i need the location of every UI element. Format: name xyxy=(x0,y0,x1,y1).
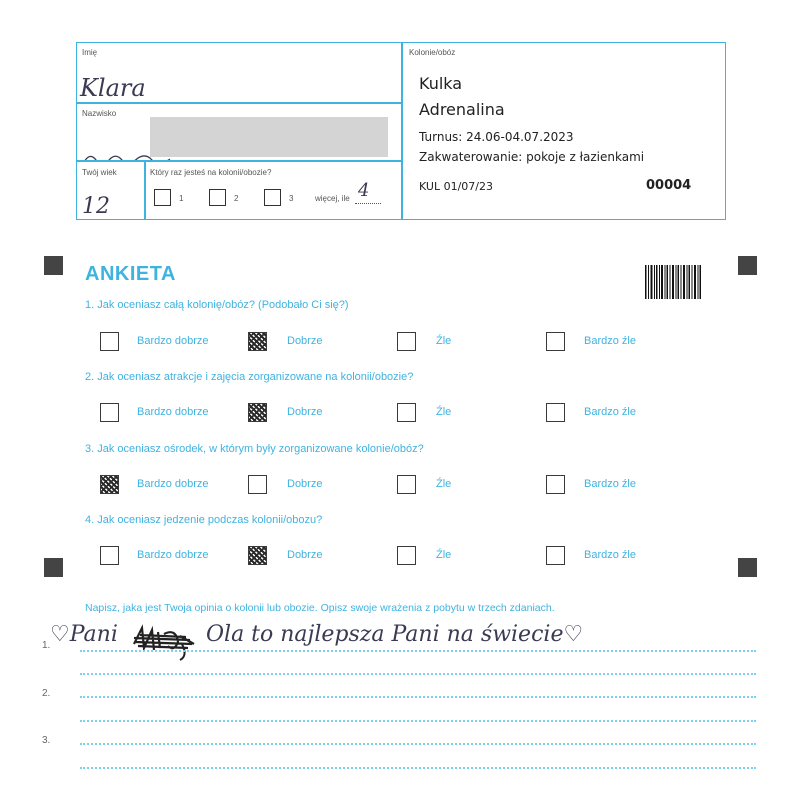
opinion-line-3b-dots xyxy=(80,767,756,769)
q3-bardzo-zle-checkbox[interactable] xyxy=(546,475,565,494)
q3-dobrze-checkbox[interactable] xyxy=(248,475,267,494)
corner-marker-top-right xyxy=(738,256,757,275)
header-age-divider xyxy=(144,160,146,220)
opinion-line-2b-dots xyxy=(80,720,756,722)
q2-bardzo-zle-checkbox[interactable] xyxy=(546,403,565,422)
q4-bardzo-dobrze-checkbox[interactable] xyxy=(100,546,119,565)
opinion-line-3-input[interactable] xyxy=(80,737,756,757)
survey-title: ANKIETA xyxy=(85,263,176,285)
wiek-label: Twój wiek xyxy=(82,168,117,177)
opinion-prompt: Napisz, jaka jest Twoja opinia o kolonii lub obozie. Opisz swoje wrażenia z pobytu w trzech zdaniach. xyxy=(85,602,555,614)
corner-marker-bottom-left xyxy=(44,558,63,577)
question-4: 4. Jak oceniasz jedzenie podczas kolonii/obozu? xyxy=(85,514,323,526)
corner-marker-bottom-right xyxy=(738,558,757,577)
question-1: 1. Jak oceniasz całą kolonię/obóz? (Podobało Ci się?) xyxy=(85,299,349,311)
q1-bardzo-dobrze-checkbox[interactable] xyxy=(100,332,119,351)
q2-dobrze-checkbox[interactable] xyxy=(248,403,267,422)
q2-zle-checkbox[interactable] xyxy=(397,403,416,422)
q1-bardzo-zle-checkbox[interactable] xyxy=(546,332,565,351)
opinion-line-1-text-a[interactable]: ♡Pani xyxy=(50,622,118,647)
q4-zle-checkbox[interactable] xyxy=(397,546,416,565)
opinion-line-2-input[interactable] xyxy=(80,690,756,710)
q2-dobrze-label: Dobrze xyxy=(287,406,323,418)
header-line-nazwisko xyxy=(76,160,402,162)
zakwaterowanie: Zakwaterowanie: pokoje z łazienkami xyxy=(419,150,645,164)
q4-bardzo-dobrze-label: Bardzo dobrze xyxy=(137,549,209,561)
opinion-line-1-text-b[interactable]: Ola to najlepsza Pani na świecie♡ xyxy=(206,622,584,647)
q4-bardzo-zle-label: Bardzo źle xyxy=(584,549,636,561)
opinion-line-1b-dots xyxy=(80,673,756,675)
q1-bardzo-zle-label: Bardzo źle xyxy=(584,335,636,347)
nazwisko-label: Nazwisko xyxy=(82,109,117,118)
q1-dobrze-label: Dobrze xyxy=(287,335,323,347)
question-2: 2. Jak oceniasz atrakcje i zajęcia zorganizowane na kolonii/obozie? xyxy=(85,371,414,383)
wiek-value[interactable]: 12 xyxy=(82,194,110,219)
ktory-raz-label: Który raz jesteś na kolonii/obozie? xyxy=(150,168,272,177)
opinion-line-2-dots xyxy=(80,696,756,698)
barcode xyxy=(645,265,701,299)
q3-bardzo-dobrze-checkbox[interactable] xyxy=(100,475,119,494)
q4-dobrze-label: Dobrze xyxy=(287,549,323,561)
q2-bardzo-dobrze-checkbox[interactable] xyxy=(100,403,119,422)
q3-bardzo-dobrze-label: Bardzo dobrze xyxy=(137,478,209,490)
ktory-raz-option-3: 3 xyxy=(289,194,294,203)
line-number-1: 1. xyxy=(42,640,51,651)
wiecej-dotline xyxy=(355,203,381,204)
ktory-raz-checkbox-3[interactable] xyxy=(264,189,281,206)
kolonie-label: Kolonie/obóz xyxy=(409,48,456,57)
q3-dobrze-label: Dobrze xyxy=(287,478,323,490)
ktory-raz-checkbox-2[interactable] xyxy=(209,189,226,206)
opinion-line-1-dots xyxy=(80,650,756,652)
opinion-line-3-dots xyxy=(80,743,756,745)
wiecej-label: więcej, ile xyxy=(315,194,350,203)
line-number-2: 2. xyxy=(42,688,51,699)
form-number: 00004 xyxy=(646,178,692,193)
turnus: Turnus: 24.06-04.07.2023 xyxy=(419,130,574,144)
imie-value[interactable]: Klara xyxy=(80,74,146,102)
q2-zle-label: Źle xyxy=(436,406,452,418)
ktory-raz-option-1: 1 xyxy=(179,194,184,203)
imie-label: Imię xyxy=(82,48,98,57)
q4-bardzo-zle-checkbox[interactable] xyxy=(546,546,565,565)
q4-zle-label: Źle xyxy=(436,549,452,561)
q2-bardzo-zle-label: Bardzo źle xyxy=(584,406,636,418)
form-code: KUL 01/07/23 xyxy=(419,180,493,193)
camp-name-2: Adrenalina xyxy=(419,100,505,119)
corner-marker-top-left xyxy=(44,256,63,275)
header-divider xyxy=(401,42,403,220)
q1-bardzo-dobrze-label: Bardzo dobrze xyxy=(137,335,209,347)
scribbled-out-name xyxy=(130,622,198,662)
ktory-raz-option-2: 2 xyxy=(234,194,239,203)
q2-bardzo-dobrze-label: Bardzo dobrze xyxy=(137,406,209,418)
q1-zle-label: Źle xyxy=(436,335,452,347)
q3-zle-checkbox[interactable] xyxy=(397,475,416,494)
nazwisko-redacted xyxy=(150,117,388,157)
q4-dobrze-checkbox[interactable] xyxy=(248,546,267,565)
ktory-raz-checkbox-1[interactable] xyxy=(154,189,171,206)
wiecej-value[interactable]: 4 xyxy=(358,180,370,201)
q3-zle-label: Źle xyxy=(436,478,452,490)
q1-zle-checkbox[interactable] xyxy=(397,332,416,351)
nazwisko-handwriting-remnant xyxy=(82,150,172,160)
q3-bardzo-zle-label: Bardzo źle xyxy=(584,478,636,490)
question-3: 3. Jak oceniasz ośrodek, w którym były zorganizowane kolonie/obóz? xyxy=(85,443,424,455)
header-line-imie xyxy=(76,102,402,104)
camp-name-1: Kulka xyxy=(419,74,463,93)
q1-dobrze-checkbox[interactable] xyxy=(248,332,267,351)
line-number-3: 3. xyxy=(42,735,51,746)
